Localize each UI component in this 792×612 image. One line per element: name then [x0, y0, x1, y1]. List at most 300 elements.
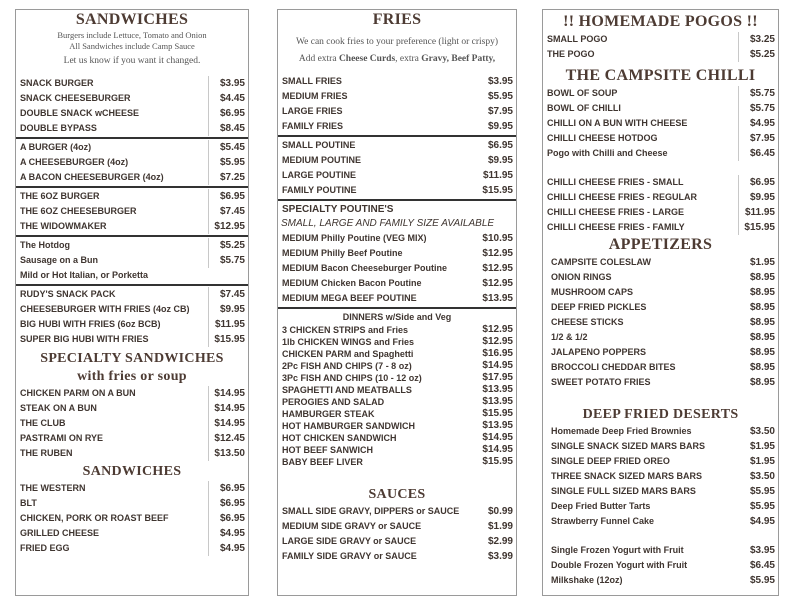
menu-list	[543, 543, 778, 588]
menu-item-name: MEDIUM Chicken Bacon Poutine	[282, 278, 422, 288]
menu-item	[543, 360, 778, 375]
section-title-sauces: SAUCES	[368, 487, 426, 502]
menu-item-price: $6.95	[487, 140, 513, 151]
menu-item	[543, 543, 778, 558]
menu-item	[543, 424, 778, 439]
menu-item-name: SPAGHETTI AND MEATBALLS	[282, 385, 412, 395]
menu-item	[278, 348, 516, 360]
section-title-fries: FRIES	[372, 11, 422, 28]
menu-item-name: SMALL POUTINE	[282, 140, 356, 150]
menu-item-price: $8.95	[749, 347, 775, 358]
menu-item-price: $7.45	[208, 287, 245, 302]
menu-item-name: MEDIUM MEGA BEEF POUTINE	[282, 293, 417, 303]
menu-list	[278, 231, 516, 306]
menu-item	[543, 205, 778, 220]
menu-list	[543, 86, 778, 161]
menu-item-name: BIG HUBI WITH FRIES (6oz BCB)	[20, 319, 161, 329]
menu-item-price: $17.95	[482, 372, 513, 383]
menu-item-name: FAMILY POUTINE	[282, 185, 357, 195]
section-note: Let us know if you want it changed.	[63, 56, 201, 66]
menu-item-name: A BURGER (4oz)	[20, 142, 92, 152]
menu-item	[16, 287, 248, 302]
menu-item	[543, 101, 778, 116]
menu-item-price: $10.95	[482, 233, 513, 244]
menu-item-price: $7.95	[738, 131, 775, 146]
menu-item-name: A CHEESEBURGER (4oz)	[20, 157, 129, 167]
menu-item-price: $15.95	[482, 456, 513, 467]
menu-item-price: $15.95	[208, 332, 245, 347]
menu-item-price: $12.95	[482, 324, 513, 335]
menu-item-name: THE CLUB	[20, 418, 66, 428]
menu-item	[278, 456, 516, 468]
menu-item-name: 3Pc FISH AND CHIPS (10 - 12 oz)	[282, 373, 422, 383]
menu-list	[16, 386, 248, 461]
menu-item	[278, 89, 516, 104]
menu-item-price: $7.95	[487, 106, 513, 117]
menu-item-price: $3.95	[208, 76, 245, 91]
section-title-appetizers: APPETIZERS	[608, 236, 713, 253]
menu-item	[278, 549, 516, 564]
menu-item	[16, 253, 248, 268]
menu-item-price: $3.95	[487, 76, 513, 87]
menu-item-name: Sausage on a Bun	[20, 255, 99, 265]
menu-item-name: CHICKEN PARM ON A BUN	[20, 388, 136, 398]
menu-item-price: $8.45	[208, 121, 245, 136]
menu-item-name: JALAPENO POPPERS	[551, 347, 647, 357]
menu-item-name: FAMILY FRIES	[282, 121, 344, 131]
menu-item	[278, 396, 516, 408]
menu-item	[16, 511, 248, 526]
menu-item	[543, 469, 778, 484]
menu-item-name: SINGLE FULL SIZED MARS BARS	[551, 486, 696, 496]
menu-item-name: THE POGO	[547, 49, 595, 59]
divider	[16, 186, 248, 188]
menu-item-name: 3 CHICKEN STRIPS and Fries	[282, 325, 409, 335]
menu-item-price: $12.95	[482, 336, 513, 347]
menu-item	[543, 116, 778, 131]
menu-list	[16, 140, 248, 185]
menu-item	[16, 91, 248, 106]
menu-item-price: $6.95	[208, 496, 245, 511]
menu-item-price: $5.25	[208, 238, 245, 253]
menu-item-price: $11.95	[208, 317, 245, 332]
menu-item-name: BLT	[20, 498, 37, 508]
menu-item	[278, 534, 516, 549]
menu-item	[278, 168, 516, 183]
menu-list	[543, 32, 778, 62]
menu-item-price: $1.95	[749, 456, 775, 467]
menu-item-price: $14.95	[208, 401, 245, 416]
menu-item	[16, 386, 248, 401]
menu-item	[16, 416, 248, 431]
menu-item-price: $4.45	[208, 91, 245, 106]
menu-list	[543, 175, 778, 235]
menu-item-name: HOT CHICKEN SANDWICH	[282, 433, 397, 443]
menu-item-price: $5.95	[487, 91, 513, 102]
menu-item-name: SMALL POGO	[547, 34, 608, 44]
menu-item-name: Deep Fried Butter Tarts	[551, 501, 651, 511]
menu-item-name: THE WESTERN	[20, 483, 86, 493]
section-title-sandwiches-2: SANDWICHES	[82, 464, 182, 479]
menu-item-name: 1lb CHICKEN WINGS and Fries	[282, 337, 415, 347]
menu-item-name: PEROGIES AND SALAD	[282, 397, 385, 407]
menu-column-pogos-chilli	[542, 9, 779, 596]
menu-item	[543, 220, 778, 235]
section-note: All Sandwiches include Camp Sauce	[69, 41, 195, 51]
menu-item-name: CHICKEN, PORK OR ROAST BEEF	[20, 513, 169, 523]
menu-item	[543, 375, 778, 390]
menu-item-name: BOWL OF SOUP	[547, 88, 618, 98]
menu-item	[16, 481, 248, 496]
menu-item	[16, 121, 248, 136]
menu-item-name: DOUBLE BYPASS	[20, 123, 97, 133]
menu-item-name: CHILLI CHEESE FRIES - SMALL	[547, 177, 684, 187]
section-title-dinners: DINNERS w/Side and Veg	[342, 312, 452, 322]
menu-item-name: CAMPSITE COLESLAW	[551, 257, 652, 267]
menu-item-price: $13.95	[482, 384, 513, 395]
menu-item-price: $4.95	[208, 526, 245, 541]
menu-item-name: 1/2 & 1/2	[551, 332, 588, 342]
menu-item-name: MEDIUM SIDE GRAVY or SAUCE	[282, 521, 422, 531]
menu-item-name: LARGE FRIES	[282, 106, 343, 116]
menu-item-price: $12.95	[482, 278, 513, 289]
menu-item-price: $6.45	[738, 146, 775, 161]
menu-item	[278, 246, 516, 261]
menu-item-name: SINGLE DEEP FRIED OREO	[551, 456, 670, 466]
menu-item	[278, 74, 516, 89]
menu-item-price: $5.95	[749, 575, 775, 586]
menu-item	[543, 146, 778, 161]
menu-item-price: $12.45	[208, 431, 245, 446]
menu-item-price: $8.95	[749, 377, 775, 388]
menu-item	[543, 300, 778, 315]
menu-item-name: RUDY'S SNACK PACK	[20, 289, 116, 299]
menu-item-price: $0.99	[487, 506, 513, 517]
menu-list	[278, 504, 516, 564]
menu-item-price: $11.95	[482, 170, 513, 181]
menu-item-name: CHILLI CHEESE FRIES - LARGE	[547, 207, 685, 217]
menu-item	[278, 408, 516, 420]
menu-item-price: $8.95	[749, 272, 775, 283]
menu-item	[278, 324, 516, 336]
menu-item-price: $6.95	[208, 189, 245, 204]
menu-item	[543, 47, 778, 62]
menu-item-price: $6.95	[208, 106, 245, 121]
menu-item	[278, 420, 516, 432]
menu-item	[16, 219, 248, 234]
menu-item-name: BROCCOLI CHEDDAR BITES	[551, 362, 676, 372]
menu-item-price: $1.99	[487, 521, 513, 532]
menu-item	[543, 514, 778, 529]
menu-item-price: $9.95	[738, 190, 775, 205]
menu-item-price: $7.45	[208, 204, 245, 219]
menu-item-name: SWEET POTATO FRIES	[551, 377, 651, 387]
menu-list	[543, 255, 778, 390]
section-note: Burgers include Lettuce, Tomato and Onion	[57, 30, 207, 40]
menu-item-price: $12.95	[208, 219, 245, 234]
menu-item-name: HOT BEEF SANWICH	[282, 445, 373, 455]
menu-item-name: CHEESE STICKS	[551, 317, 624, 327]
menu-item-name: ONION RINGS	[551, 272, 612, 282]
menu-item	[278, 104, 516, 119]
menu-item	[278, 138, 516, 153]
section-title-deserts: DEEP FRIED DESERTS	[582, 407, 739, 422]
section-subtitle: SMALL, LARGE AND FAMILY SIZE AVAILABLE	[281, 218, 495, 229]
menu-item-name: SMALL FRIES	[282, 76, 342, 86]
menu-item-price: $8.95	[749, 332, 775, 343]
menu-item	[278, 291, 516, 306]
menu-item-name: CHILLI CHEESE FRIES - FAMILY	[547, 222, 685, 232]
menu-item	[16, 401, 248, 416]
menu-item-name: MEDIUM Philly Poutine (VEG MIX)	[282, 233, 427, 243]
menu-item	[16, 431, 248, 446]
menu-item-price: $13.95	[482, 396, 513, 407]
menu-item-price: $7.25	[208, 170, 245, 185]
menu-item-name: Strawberry Funnel Cake	[551, 516, 655, 526]
menu-item-price: $4.95	[208, 541, 245, 556]
menu-item-price: $8.95	[749, 317, 775, 328]
menu-list	[16, 481, 248, 556]
menu-item	[278, 444, 516, 456]
menu-item-name: SNACK CHEESEBURGER	[20, 93, 131, 103]
menu-item-price: $13.95	[482, 420, 513, 431]
divider	[16, 137, 248, 139]
menu-item	[543, 190, 778, 205]
menu-item-name: CHICKEN PARM and Spaghetti	[282, 349, 414, 359]
menu-item-name: HAMBURGER STEAK	[282, 409, 375, 419]
menu-item-price: $5.75	[208, 253, 245, 268]
divider	[16, 235, 248, 237]
menu-item-price: $15.95	[482, 185, 513, 196]
section-title-sandwiches: SANDWICHES	[75, 11, 189, 28]
menu-item	[16, 446, 248, 461]
menu-item-price: $9.95	[208, 302, 245, 317]
menu-item-price: $14.95	[208, 416, 245, 431]
menu-item-price: $13.50	[208, 446, 245, 461]
menu-list	[278, 74, 516, 134]
menu-item-price: $8.95	[749, 287, 775, 298]
menu-item	[543, 175, 778, 190]
menu-item-price: $1.95	[749, 257, 775, 268]
menu-item-name: THE RUBEN	[20, 448, 73, 458]
menu-item-price: $15.95	[738, 220, 775, 235]
menu-item-name: CHILLI CHEESE HOTDOG	[547, 133, 658, 143]
menu-item-name: Homemade Deep Fried Brownies	[551, 426, 692, 436]
section-title-specialty-sandwiches: SPECIALTY SANDWICHES	[40, 351, 224, 366]
menu-item	[543, 131, 778, 146]
menu-item-name: MEDIUM FRIES	[282, 91, 348, 101]
menu-item	[278, 372, 516, 384]
menu-item	[278, 336, 516, 348]
menu-item-price: $12.95	[482, 248, 513, 259]
menu-item-name: SINGLE SNACK SIZED MARS BARS	[551, 441, 706, 451]
menu-item	[543, 270, 778, 285]
menu-item	[16, 332, 248, 347]
menu-column-fries	[277, 9, 517, 596]
menu-item-price: $6.45	[749, 560, 775, 571]
menu-item-name: HOT HAMBURGER SANDWICH	[282, 421, 415, 431]
menu-list	[16, 189, 248, 234]
menu-column-sandwiches	[15, 9, 249, 596]
menu-item-name: FRIED EGG	[20, 543, 70, 553]
menu-item-price: $13.95	[482, 293, 513, 304]
menu-item-price: $5.95	[208, 155, 245, 170]
menu-item-name: Mild or Hot Italian, or Porketta	[20, 270, 149, 280]
section-title-chilli: THE CAMPSITE CHILLI	[565, 67, 756, 84]
menu-list	[543, 424, 778, 529]
menu-item	[16, 204, 248, 219]
menu-item	[543, 573, 778, 588]
menu-item-price: $11.95	[738, 205, 775, 220]
menu-item	[278, 432, 516, 444]
menu-item-price: $14.95	[482, 432, 513, 443]
menu-item-name: DEEP FRIED PICKLES	[551, 302, 647, 312]
menu-item-price: $5.95	[749, 501, 775, 512]
menu-item	[278, 119, 516, 134]
menu-item-price: $2.99	[487, 536, 513, 547]
menu-item	[278, 504, 516, 519]
menu-item	[16, 140, 248, 155]
menu-item-name: CHILLI ON A BUN WITH CHEESE	[547, 118, 688, 128]
menu-item	[543, 454, 778, 469]
menu-item-name: GRILLED CHEESE	[20, 528, 100, 538]
menu-item-price: $5.75	[738, 101, 775, 116]
menu-item	[16, 302, 248, 317]
menu-item-name: SMALL SIDE GRAVY, DIPPERS or SAUCE	[282, 506, 460, 516]
menu-item-name: CHILLI CHEESE FRIES - REGULAR	[547, 192, 698, 202]
menu-item	[16, 238, 248, 253]
menu-item-name: Double Frozen Yogurt with Fruit	[551, 560, 688, 570]
menu-item	[16, 106, 248, 121]
menu-item	[543, 330, 778, 345]
menu-item	[543, 86, 778, 101]
menu-item	[543, 484, 778, 499]
menu-item-price: $6.95	[738, 175, 775, 190]
menu-item	[16, 155, 248, 170]
menu-item	[278, 261, 516, 276]
menu-item-price: $9.95	[487, 121, 513, 132]
menu-item-name: MUSHROOM CAPS	[551, 287, 634, 297]
divider	[278, 135, 516, 137]
menu-item-name: PASTRAMI ON RYE	[20, 433, 104, 443]
menu-item	[278, 231, 516, 246]
section-title-pogos: !! HOMEMADE POGOS !!	[563, 13, 758, 30]
menu-item	[16, 189, 248, 204]
menu-item-price: $9.95	[487, 155, 513, 166]
menu-item	[543, 345, 778, 360]
menu-item-price: $5.25	[738, 47, 775, 62]
menu-item-price: $5.45	[208, 140, 245, 155]
menu-item-name: 2Pc FISH AND CHIPS (7 - 8 oz)	[282, 361, 412, 371]
menu-item	[16, 541, 248, 556]
menu-item-name: LARGE SIDE GRAVY or SAUCE	[282, 536, 417, 546]
menu-item-price: $3.50	[749, 471, 775, 482]
menu-item-price: $8.95	[749, 362, 775, 373]
menu-item-name: Milkshake (12oz)	[551, 575, 623, 585]
menu-item-name: DOUBLE SNACK wCHEESE	[20, 108, 140, 118]
menu-item-price: $1.95	[749, 441, 775, 452]
menu-list	[278, 324, 516, 468]
menu-item-price: $15.95	[482, 408, 513, 419]
menu-item-name: The Hotdog	[20, 240, 70, 250]
menu-item	[278, 384, 516, 396]
menu-item	[543, 32, 778, 47]
menu-item	[543, 285, 778, 300]
menu-list	[16, 76, 248, 136]
divider	[278, 307, 516, 309]
menu-item-price: $8.95	[749, 302, 775, 313]
menu-item-price: $3.25	[738, 32, 775, 47]
menu-item-price: $3.99	[487, 551, 513, 562]
menu-item-name: THE WIDOWMAKER	[20, 221, 107, 231]
menu-item-price: $6.95	[208, 511, 245, 526]
menu-item	[278, 519, 516, 534]
section-note: Add extra Cheese Curds, extra Gravy, Beef Patty,	[298, 54, 496, 64]
menu-item-price: $4.95	[738, 116, 775, 131]
section-note: We can cook fries to your preference (light or crispy)	[295, 37, 499, 47]
menu-item	[16, 317, 248, 332]
menu-item	[278, 276, 516, 291]
menu-item	[543, 255, 778, 270]
menu-item-price: $3.95	[749, 545, 775, 556]
menu-item	[543, 499, 778, 514]
menu-item-price: $14.95	[482, 360, 513, 371]
menu-item	[543, 315, 778, 330]
menu-item-name: THE 6OZ BURGER	[20, 191, 100, 201]
menu-item-name: STEAK ON A BUN	[20, 403, 97, 413]
menu-item	[16, 76, 248, 91]
menu-item-name: THE 6OZ CHEESEBURGER	[20, 206, 137, 216]
menu-item-price: $14.95	[208, 386, 245, 401]
menu-item-name: Single Frozen Yogurt with Fruit	[551, 545, 684, 555]
menu-item-price: $5.75	[738, 86, 775, 101]
menu-item-price: $4.95	[749, 516, 775, 527]
menu-item	[16, 526, 248, 541]
menu-item-price: $12.95	[482, 263, 513, 274]
menu-item-name: MEDIUM Bacon Cheeseburger Poutine	[282, 263, 448, 273]
divider	[16, 284, 248, 286]
menu-item-name: THREE SNACK SIZED MARS BARS	[551, 471, 703, 481]
menu-item	[278, 183, 516, 198]
section-subtitle: with fries or soup	[77, 369, 187, 384]
menu-item-name: A BACON CHEESEBURGER (4oz)	[20, 172, 164, 182]
menu-item-name: BABY BEEF LIVER	[282, 457, 363, 467]
menu-item	[16, 268, 248, 283]
menu-item-name: BOWL OF CHILLI	[547, 103, 621, 113]
menu-item	[543, 558, 778, 573]
menu-item-price: $14.95	[482, 444, 513, 455]
menu-list	[278, 138, 516, 198]
menu-item-name: CHEESEBURGER WITH FRIES (4oz CB)	[20, 304, 190, 314]
menu-item-name: LARGE POUTINE	[282, 170, 357, 180]
menu-list	[16, 287, 248, 347]
menu-item	[278, 153, 516, 168]
menu-item	[543, 439, 778, 454]
menu-item-name: SUPER BIG HUBI WITH FRIES	[20, 334, 149, 344]
menu-item-name: MEDIUM POUTINE	[282, 155, 362, 165]
menu-item-name: FAMILY SIDE GRAVY or SAUCE	[282, 551, 417, 561]
menu-item-price: $5.95	[749, 486, 775, 497]
divider	[278, 199, 516, 201]
menu-item	[16, 496, 248, 511]
menu-item-name: MEDIUM Philly Beef Poutine	[282, 248, 403, 258]
menu-item-name: SNACK BURGER	[20, 78, 94, 88]
menu-item-price: $6.95	[208, 481, 245, 496]
menu-item-name: Pogo with Chilli and Cheese	[547, 148, 668, 158]
menu-item	[16, 170, 248, 185]
menu-item-price: $16.95	[482, 348, 513, 359]
menu-item	[278, 360, 516, 372]
